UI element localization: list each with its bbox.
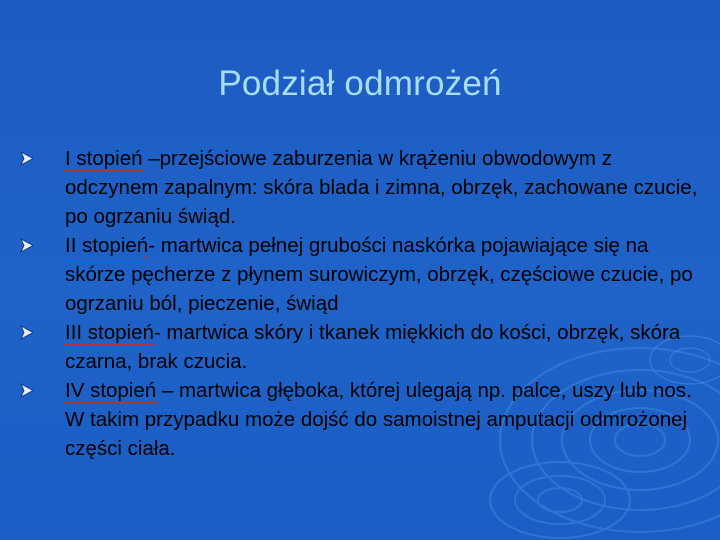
bullet-item-1	[20, 144, 710, 231]
degree-description: –przejściowe zaburzenia w krążeniu obwodowym z odczynem zapalnym: skóra blada i zimna, obrzęk, zachowane czucie, po ogrzaniu świąd.	[65, 147, 698, 228]
degree-label: II stopień	[65, 234, 149, 257]
bullet-item-2	[20, 231, 710, 318]
arrowhead-bullet-icon	[20, 144, 34, 173]
degree-label: III stopień	[65, 321, 154, 344]
degree-description: – martwica głęboka, której ulegają np. palce, uszy lub nos. W takim przypadku może dojść do samoistnej amputacji odmrożonej części ciała.	[65, 379, 692, 460]
degree-label: IV stopień	[65, 379, 157, 402]
degree-description: - martwica skóry i tkanek miękkich do kości, obrzęk, skóra czarna, brak czucia.	[65, 321, 681, 373]
bullet-list	[20, 144, 710, 463]
degree-label: I stopień	[65, 147, 143, 170]
arrowhead-bullet-icon	[20, 376, 34, 405]
bullet-item-4	[20, 376, 710, 463]
bullet-item-3	[20, 318, 710, 376]
slide-title: Podział odmrożeń	[218, 64, 502, 103]
arrowhead-bullet-icon	[20, 318, 34, 347]
degree-description: - martwica pełnej grubości naskórka pojawiające się na skórze pęcherze z płynem surowiczym, obrzęk, częściowe czucie, po ogrzaniu ból, pieczenie, świąd	[65, 234, 693, 315]
arrowhead-bullet-icon	[20, 231, 34, 260]
